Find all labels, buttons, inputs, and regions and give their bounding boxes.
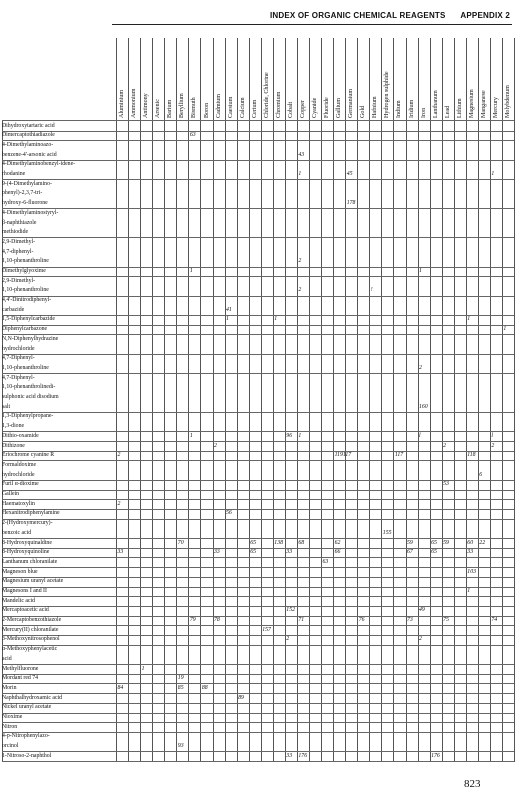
reagent-name — [2, 160, 112, 179]
reagent-name — [2, 335, 112, 354]
reagent-name-line: 2-(Hydroxymercury)- — [2, 520, 53, 527]
reference-number: 1 — [467, 588, 471, 594]
column-divider — [381, 38, 382, 762]
column-header: Germanium — [348, 88, 355, 118]
reagent-name-line: Magnesium uranyl acetate — [2, 578, 64, 585]
reference-number: 65 — [250, 549, 256, 556]
reagent-name-line: N,N-Diphenylhydrazine — [2, 335, 59, 342]
column-header: Lanthanum — [432, 90, 439, 118]
column-header: Boron — [203, 102, 210, 118]
column-header: Lead — [444, 105, 451, 118]
column-divider — [200, 38, 201, 762]
reference-number: 2 — [117, 452, 121, 459]
reagent-name-line: Mercury(II) chloranilate — [2, 626, 59, 633]
reference-number: 6 — [479, 471, 483, 478]
reagent-name-line: Mercaptoacetic acid — [2, 607, 49, 614]
column-header: Caesium — [227, 96, 234, 118]
column-header: Ammonium — [131, 88, 138, 118]
reference-number: 1 — [298, 171, 302, 177]
reference-number: 2 — [298, 258, 302, 265]
column-divider — [285, 38, 286, 762]
reference-number: 41 — [226, 306, 232, 313]
reference-number: 85 — [177, 684, 184, 691]
reference-number: 65 — [431, 539, 437, 546]
column-header: Molybdenum — [505, 85, 511, 118]
reference-number: 89 — [238, 694, 244, 701]
column-divider — [273, 38, 274, 762]
reference-number: 88 — [201, 684, 208, 691]
reagent-name — [2, 180, 112, 209]
reagent-name-line: Nitron — [2, 723, 18, 730]
reference-number: 43 — [298, 151, 305, 158]
reference-number: 68 — [298, 539, 305, 546]
column-divider — [297, 38, 298, 762]
reagent-name-line: Naphthalhydroxamic acid — [2, 694, 63, 701]
reference-number: 1 — [467, 316, 471, 323]
reagent-name-line: 4-Dimethylaminostyryl- — [2, 209, 59, 216]
column-header: Gold — [360, 105, 367, 118]
column-header: Arsenic — [155, 99, 162, 118]
column-header: Beryllium — [179, 93, 186, 118]
column-header: Chloride, Chlorine — [263, 72, 270, 118]
column-divider — [188, 38, 189, 762]
reference-number: 96 — [286, 432, 293, 439]
reference-number: 63 — [189, 132, 196, 139]
appendix-label: APPENDIX 2 — [460, 10, 510, 20]
reference-number: 84 — [117, 684, 124, 691]
reagent-name-line: Dihydroxytartaric acid — [2, 122, 55, 129]
page-number: 823 — [464, 778, 481, 790]
reference-number: 93 — [177, 743, 184, 750]
column-divider — [140, 38, 141, 762]
reference-number: 67 — [407, 549, 413, 556]
column-divider — [128, 38, 129, 762]
reagent-name-line: 2,9-Dimethyl- — [2, 238, 36, 245]
column-header: Chromium — [275, 91, 282, 118]
column-header: Lithium — [456, 98, 463, 118]
reference-number: 2 — [298, 287, 302, 294]
reagent-name-line: 3-Methoxynitrosophenol — [2, 636, 60, 643]
column-header: Indium — [396, 100, 403, 118]
reference-number: 66 — [334, 549, 341, 556]
reference-number: 33 — [467, 549, 474, 556]
reagent-name-line: 1,5-Diphenylcarbazide — [2, 316, 55, 323]
column-header: Fluoride — [324, 97, 331, 118]
reagent-name-line: 1,3-Diphenylpropane- — [2, 413, 54, 420]
reagent-name-line: Morin — [2, 684, 17, 691]
reference-number: 63 — [322, 558, 329, 565]
reagent-name — [2, 412, 112, 431]
reference-number: 160 — [419, 403, 428, 410]
reagent-name-line: hydrochloride — [2, 471, 35, 478]
reference-number: 45 — [346, 171, 353, 177]
reagent-name-line: 8-Hydroxyquinaldine — [2, 539, 52, 546]
reagent-name-line: Mordant red 74 — [2, 675, 39, 682]
reagent-name — [2, 519, 112, 538]
column-header: Gallium — [336, 98, 343, 118]
reagent-name — [2, 209, 112, 238]
column-divider — [478, 38, 479, 762]
reference-number: 49 — [419, 607, 425, 614]
column-divider — [333, 38, 334, 762]
reference-number: 2 — [419, 364, 422, 371]
reference-number: 119117 — [334, 452, 352, 459]
reagent-name-line: hydrochloride — [2, 345, 35, 352]
reference-number: ! — [370, 287, 373, 294]
reagent-name-line: phenyl)-2,3,7-tri- — [2, 190, 43, 197]
reference-number: 103 — [467, 568, 476, 575]
reagent-name — [2, 374, 112, 413]
column-header: Calcium — [239, 97, 246, 118]
column-header: Cerium — [251, 99, 258, 118]
reagent-name-line: acid — [2, 655, 12, 662]
column-header: Bismuth — [191, 97, 198, 118]
reagent-name-line: 2,9-Dimethyl- — [2, 277, 36, 284]
reagent-name — [2, 277, 112, 296]
reference-number: 1 — [189, 432, 193, 439]
reference-number: 118 — [467, 452, 476, 459]
column-divider — [369, 38, 370, 762]
reference-number: 65 — [431, 549, 437, 556]
reference-number: 1 — [226, 316, 229, 323]
reagent-name-line: β-naphthiazole — [2, 219, 37, 226]
column-header: Aluminium — [119, 89, 125, 118]
reagent-name-line: 4,7-diphenyl- — [2, 248, 34, 255]
column-header: Cobalt — [287, 101, 294, 118]
reference-number: 59 — [443, 539, 449, 546]
reagent-name-line: rhodanine — [2, 171, 26, 177]
reagent-name-line: Hexanitrodiphenylamine — [2, 510, 60, 517]
reference-number: 1 — [298, 432, 302, 439]
reagent-name-line: Eriochrome cyanine R — [2, 452, 55, 459]
reference-number: l — [419, 432, 421, 439]
reference-number: 2 — [491, 442, 495, 449]
reagent-name-line: Nickel uranyl acetate — [2, 704, 52, 711]
reagent-name-line: 1,10-phenanthroline — [2, 287, 49, 294]
reagent-name — [2, 354, 112, 373]
column-header: Mercury — [492, 97, 499, 118]
reagent-name-line: 4,4'-Dinitrodiphenyl- — [2, 297, 52, 303]
column-divider — [442, 38, 443, 762]
reference-number: 56 — [226, 510, 232, 517]
reagent-name-line: 1,3-dione — [2, 423, 25, 430]
reference-number: 62 — [334, 539, 341, 546]
reagent-name-line: Dimethylglyoxime — [2, 268, 46, 274]
column-header: Antimony — [143, 93, 150, 118]
reference-number: 22 — [479, 539, 486, 546]
column-header: Iron — [420, 107, 427, 118]
reagent-name-line: Mandelic acid — [2, 597, 35, 604]
reagent-name-line: 4,7-Diphenyl- — [2, 355, 35, 362]
column-divider — [490, 38, 494, 762]
reference-number: 1 — [141, 665, 145, 672]
reagent-name-line: Dithizone — [2, 442, 25, 449]
reagent-name-line: Furil α-dioxime — [2, 481, 39, 488]
column-header: Iridium — [408, 99, 415, 118]
reagent-name-line: benzoic acid — [2, 529, 32, 536]
reagent-name — [2, 645, 112, 664]
column-divider — [502, 38, 503, 762]
column-divider — [309, 38, 310, 762]
reference-number: 2 — [117, 500, 121, 507]
column-divider — [237, 38, 238, 762]
column-header: Copper — [299, 100, 306, 118]
reagent-name-line: Diphenylcarbazone — [2, 326, 48, 333]
reference-number: 2 — [286, 636, 290, 643]
column-header: Cyanide — [312, 97, 318, 118]
reagent-name-line: α-Methoxyphenylacetic — [2, 646, 58, 653]
column-divider — [418, 38, 419, 762]
reference-number: 176 — [298, 752, 308, 759]
column-divider — [249, 38, 250, 762]
reagent-name-line: orcinol — [2, 743, 19, 750]
reference-number: 1 — [189, 268, 193, 274]
reagent-name-line: sulphonic acid disodium — [2, 394, 59, 400]
reference-number: 1 — [274, 316, 278, 323]
column-divider — [225, 38, 226, 762]
reagent-name-line: 4-p-Nitrophenylazo- — [2, 733, 50, 740]
column-header: Manganese — [480, 90, 487, 118]
reagent-name-line: Formaldoxime — [2, 461, 37, 468]
reference-number: 71 — [298, 617, 305, 623]
reagent-name — [2, 296, 112, 315]
reagent-name-line: 1,10-phenanthrolinedi- — [2, 384, 56, 391]
reference-number: 75 — [443, 617, 449, 623]
column-divider — [345, 38, 346, 762]
reagent-name-line: Lanthanum chloranilate — [2, 558, 58, 565]
reagent-name-line: 4-Dimethylaminobenzyl-idene- — [2, 161, 76, 168]
reagent-name-line: 9-(4-Dimethylamino- — [2, 180, 52, 187]
reference-number: 2 — [443, 442, 446, 449]
reference-number: 2 — [419, 636, 422, 643]
reagent-name-line: 2-Mercaptobenzothiazole — [2, 617, 62, 623]
column-divider — [176, 38, 177, 762]
reagent-name-line: Magnesons I and II — [2, 588, 47, 594]
column-divider — [393, 38, 394, 762]
column-divider — [116, 38, 117, 762]
column-divider — [321, 38, 322, 762]
reagent-name-line: carbazide — [2, 306, 25, 313]
reference-number: 78 — [214, 617, 220, 623]
column-divider — [164, 38, 165, 762]
reference-number: 155 — [382, 529, 392, 536]
reference-number: 60 — [467, 539, 474, 546]
reference-number: 157 — [262, 626, 271, 633]
reagent-name-line: 1-Nitroso-2-naphthol — [2, 752, 52, 759]
column-divider — [466, 38, 467, 762]
column-divider — [430, 38, 431, 762]
reagent-name-line: hydroxy-6-fluorone — [2, 200, 48, 207]
reference-number: 117 — [394, 452, 404, 459]
reagent-name — [2, 732, 112, 751]
reagent-name-line: 1,10-phenanthroline — [2, 258, 49, 265]
column-header: Cadmium — [215, 93, 222, 118]
reagent-name-line: Nioxime — [2, 714, 23, 720]
column-divider — [261, 38, 262, 762]
reagent-name-line: 8-Hydroxyquinoline — [2, 549, 50, 556]
reference-number: 152 — [286, 607, 295, 614]
column-header: Hydrogen sulphide — [384, 71, 391, 118]
reference-number: 70 — [177, 539, 184, 546]
index-title: INDEX OF ORGANIC CHEMICAL REAGENTS — [270, 10, 446, 20]
reagent-name-line: 4,7-Diphenyl- — [2, 374, 35, 381]
reference-number: 59 — [407, 539, 413, 546]
reagent-name-line: 1,10-phenanthroline — [2, 364, 49, 371]
reference-number: 79 — [189, 617, 196, 623]
reference-number: 65 — [250, 539, 256, 546]
reagent-name-line: 4-Dimethylaminoazo- — [2, 141, 54, 148]
column-divider — [213, 38, 214, 762]
reagent-name-line: benzene-4'-arsonic acid — [2, 151, 57, 158]
reference-number: 73 — [407, 617, 413, 623]
column-divider — [152, 38, 153, 762]
column-header: Barium — [167, 99, 174, 118]
reagent-name-line: Gallein — [2, 491, 20, 497]
reagent-name-line: salt — [2, 403, 11, 410]
reference-number: 1 — [491, 171, 495, 177]
reagent-name — [2, 238, 112, 267]
row-divider — [2, 761, 514, 762]
column-divider — [406, 38, 407, 762]
reference-number: 176 — [431, 752, 440, 759]
reference-number: 74 — [491, 617, 498, 623]
reference-number: l — [491, 432, 494, 439]
reference-number: 19 — [177, 675, 184, 682]
reagent-name-line: Dithio-oxamide — [2, 432, 39, 439]
column-divider — [454, 38, 455, 762]
reference-number: 33 — [117, 549, 124, 556]
column-divider — [514, 38, 515, 762]
reagent-name-line: Magneson blue — [2, 568, 38, 575]
reference-number: 2 — [214, 442, 217, 449]
reference-number: 1 — [503, 326, 507, 333]
reagent-name — [2, 461, 112, 480]
reference-number: 76 — [358, 617, 365, 623]
reference-number: 178 — [346, 200, 356, 207]
reference-number: 33 — [214, 549, 220, 556]
reference-number: 33 — [286, 752, 293, 759]
reagent-name-line: Methylfluorone — [2, 665, 39, 672]
reagent-name — [2, 141, 112, 160]
reference-number: 138 — [274, 539, 283, 546]
reference-number: 1 — [419, 268, 422, 274]
reference-number: 53 — [443, 481, 449, 488]
reagent-name-line: methiodide — [2, 229, 29, 236]
reference-number: 33 — [286, 549, 293, 556]
column-divider — [357, 38, 358, 762]
reagent-name-line: Dimercaptothiadiazole — [2, 132, 55, 139]
reagent-name-line: Haematoxylin — [2, 500, 35, 507]
column-header: Magnesium — [468, 89, 475, 118]
column-header: Hafnium — [372, 96, 379, 118]
